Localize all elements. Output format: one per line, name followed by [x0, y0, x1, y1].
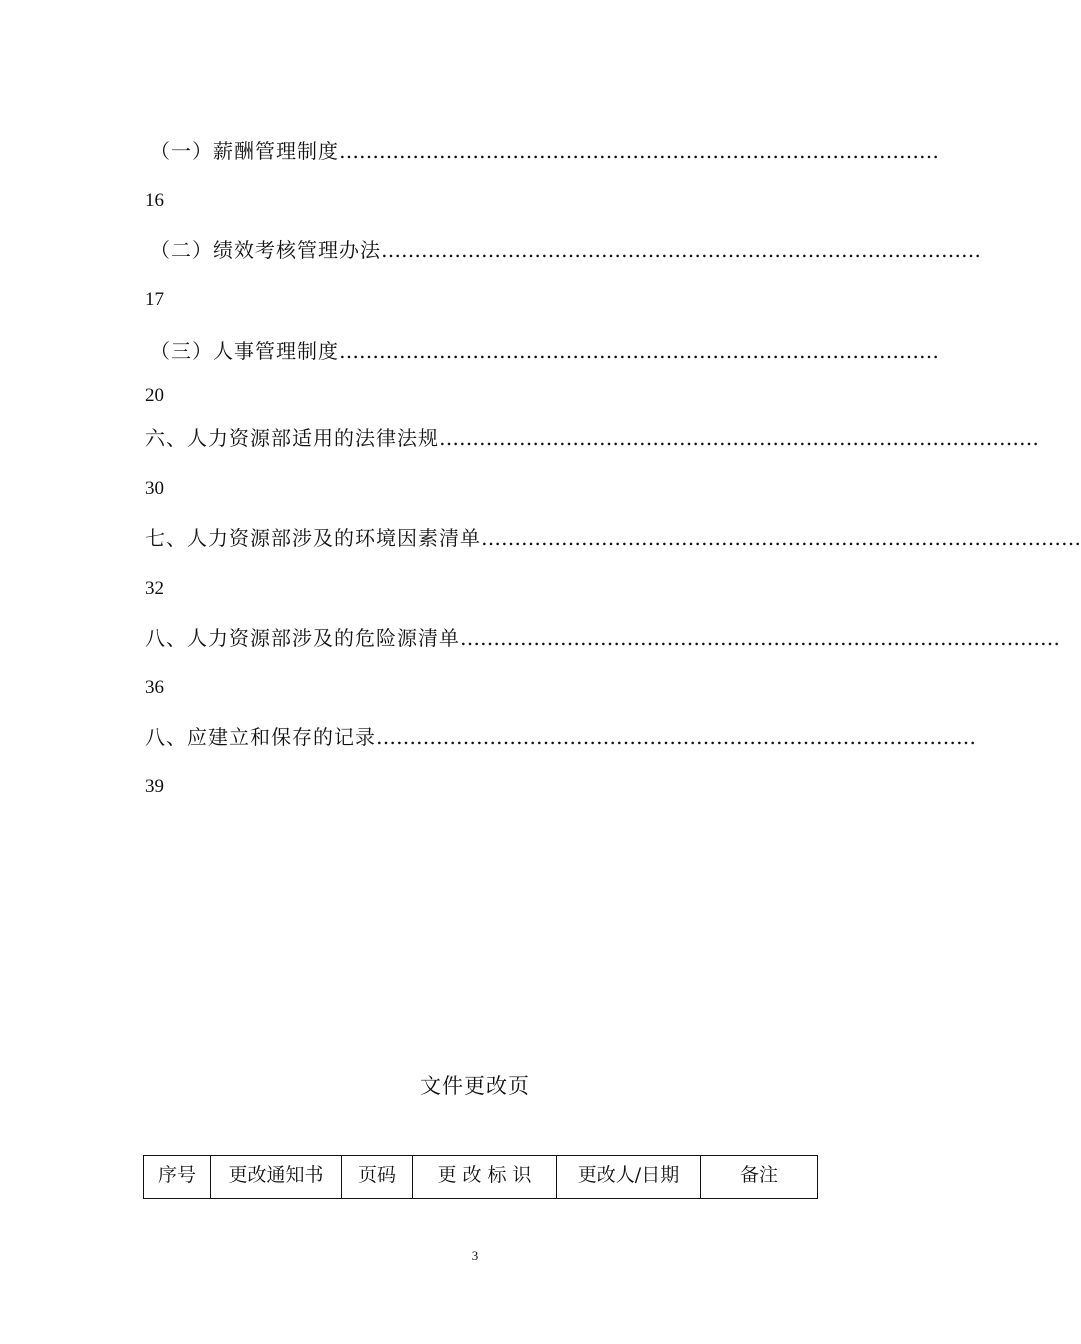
toc-title-text: 八、人力资源部涉及的危险源清单	[145, 626, 460, 650]
leader-dots: ………………………………………………………………………………	[460, 626, 1060, 650]
change-table	[143, 1155, 818, 1199]
leader-dots: ………………………………………………………………………………	[481, 526, 1081, 550]
toc-entry-title[interactable]	[150, 235, 981, 265]
table-header-row	[144, 1156, 818, 1199]
toc-entry-title[interactable]	[145, 722, 976, 752]
toc-title-text: （一）薪酬管理制度	[150, 139, 339, 163]
toc-entry-title[interactable]	[145, 423, 1039, 453]
toc-title-text: （二）绩效考核管理办法	[150, 238, 381, 262]
toc-title-text: （三）人事管理制度	[150, 339, 339, 363]
toc-entry-title[interactable]	[145, 523, 1081, 553]
toc-entry-page: 32	[145, 578, 164, 599]
page-number: 3	[471, 1248, 479, 1263]
column-header-remarks: 备注	[701, 1156, 818, 1199]
toc-entry-page: 20	[145, 385, 164, 406]
toc-title-text: 六、人力资源部适用的法律法规	[145, 426, 439, 450]
toc-entry-title[interactable]	[150, 136, 939, 166]
leader-dots: ………………………………………………………………………………	[439, 426, 1039, 450]
toc-title-text: 八、应建立和保存的记录	[145, 725, 376, 749]
toc-entry-page: 30	[145, 478, 164, 499]
toc-entry-page: 39	[145, 776, 164, 797]
column-header-change-notice: 更改通知书	[211, 1156, 342, 1199]
toc-entry-page: 17	[145, 289, 164, 310]
toc-entry-title[interactable]	[150, 336, 939, 366]
leader-dots: ………………………………………………………………………………	[376, 725, 976, 749]
leader-dots: ………………………………………………………………………………	[339, 339, 939, 363]
column-header-changer-date: 更改人/日期	[557, 1156, 701, 1199]
change-page-title: 文件更改页	[420, 1074, 530, 1098]
column-header-page-number: 页码	[342, 1156, 413, 1199]
leader-dots: ………………………………………………………………………………	[339, 139, 939, 163]
toc-entry-page: 16	[145, 190, 164, 211]
toc-entry-title[interactable]	[145, 623, 1060, 653]
leader-dots: ………………………………………………………………………………	[381, 238, 981, 262]
column-header-change-mark: 更 改 标 识	[413, 1156, 557, 1199]
toc-title-text: 七、人力资源部涉及的环境因素清单	[145, 526, 481, 550]
toc-entry-page: 36	[145, 677, 164, 698]
column-header-index: 序号	[144, 1156, 211, 1199]
